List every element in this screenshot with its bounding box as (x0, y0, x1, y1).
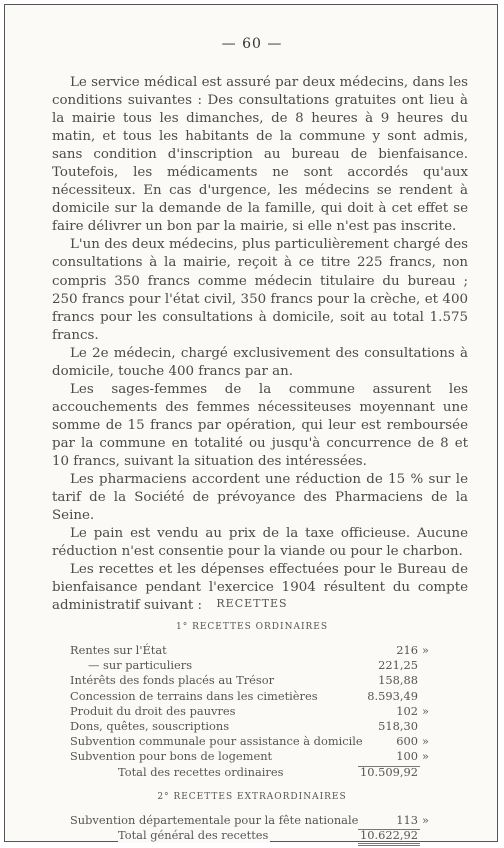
row-label: Subvention départementale pour la fête nationale (70, 812, 359, 827)
double-rule (358, 843, 420, 844)
row-value: 102 (396, 703, 418, 718)
paragraph: Les recettes et les dépenses effectuées pour le Bureau de bienfaisance pendant l'exercice 1904 résultent du compte administratif suivant : (52, 562, 468, 614)
table-row (0, 658, 504, 673)
table-row (0, 689, 504, 704)
row-quote: » (422, 734, 429, 749)
paragraph: Le service médical est assuré par deux médecins, dans les conditions suivantes : Des consultations gratuites ont lieu à la mairie tous les dimanches, de 8 heures à 9 heures du matin, et tous les habitants de la commune y sont admis, sans condition d'inscription au bureau de bienfaisance. Toutefois, les médicaments ne sont accordés qu'aux nécessiteux. En cas d'urgence, les médecins se rendent à domicile sur la demande de la famille, qui doit à cet effet se faire délivrer un bon par la mairie, si elle n'est pas inscrite. (52, 75, 468, 235)
row-label: — sur particuliers (88, 658, 193, 673)
double-rule (358, 845, 420, 846)
table-row (0, 749, 504, 764)
ordinaires-heading: 1° RECETTES ORDINAIRES (175, 622, 329, 632)
recettes-table (0, 596, 504, 843)
page-number: — 60 — (221, 36, 283, 52)
table-row (0, 643, 504, 658)
row-label: Dons, quêtes, souscriptions (70, 718, 230, 733)
paragraph: Le 2e médecin, chargé exclusivement des consultations à domicile, touche 400 francs par an. (52, 345, 468, 379)
paragraph: L'un des deux médecins, plus particulièrement chargé des consultations à la mairie, reçoit à ce titre 225 francs, non compris 350 francs comme médecin titulaire du bureau ; 250 francs pour l'état civil, 350 francs pour la crèche, et 400 francs pour les consultations à domicile, soit au total 1.575 francs. (52, 237, 468, 343)
body-text (52, 74, 468, 615)
total-general-label: Total général des recettes (118, 827, 269, 842)
row-label: Subvention communale pour assistance à domicile (70, 734, 363, 749)
row-quote: » (422, 812, 429, 827)
row-label: Rentes sur l'État (70, 643, 167, 657)
table-row (0, 734, 504, 749)
row-value: 216 (396, 643, 418, 657)
row-quote: » (422, 749, 429, 764)
grand-total-row (0, 828, 504, 843)
paragraph: Les sages-femmes de la commune assurent les accouchements des femmes nécessiteuses moyennant une somme de 15 francs par opération, qui leur est remboursée par la commune en totalité ou jusqu'à concurrence de 8 et 10 francs, suivant la situation des intéressées. (52, 381, 468, 469)
extraordinaires-rows (0, 813, 504, 843)
row-value: 100 (396, 749, 418, 764)
row-quote: » (422, 703, 429, 718)
table-row (0, 673, 504, 688)
row-value: 158,88 (378, 673, 418, 688)
table-row (0, 704, 504, 719)
row-value: 221,25 (378, 658, 418, 673)
total-ordinaires-value: 10.509,92 (360, 764, 418, 779)
table-row (0, 813, 504, 828)
row-quote: » (422, 643, 429, 657)
row-label: Subvention pour bons de logement (70, 749, 273, 764)
row-value: 8.593,49 (367, 688, 418, 703)
row-label: Produit du droit des pauvres (70, 703, 236, 718)
total-ordinaires-label: Total des recettes ordinaires (118, 764, 284, 779)
paragraph: Le pain est vendu au prix de la taxe officieuse. Aucune réduction n'est consentie pour la viande ou pour le charbon. (52, 526, 468, 560)
total-general-value: 10.622,92 (360, 827, 418, 842)
paragraph: Les pharmaciens accordent une réduction de 15 % sur le tarif de la Société de prévoyance des Pharmaciens de la Seine. (52, 472, 468, 524)
row-value: 600 (396, 734, 418, 749)
ordinaires-rows (0, 643, 504, 780)
extraordinaires-heading: 2° RECETTES EXTRAORDINAIRES (157, 791, 347, 802)
row-label: Intérêts des fonds placés au Trésor (70, 673, 275, 688)
table-row (0, 719, 504, 734)
row-label: Concession de terrains dans les cimetières (70, 688, 318, 703)
row-value: 113 (396, 812, 418, 827)
row-value: 518,30 (378, 718, 418, 733)
recettes-title: RECETTES (216, 597, 288, 610)
total-row (0, 765, 504, 780)
